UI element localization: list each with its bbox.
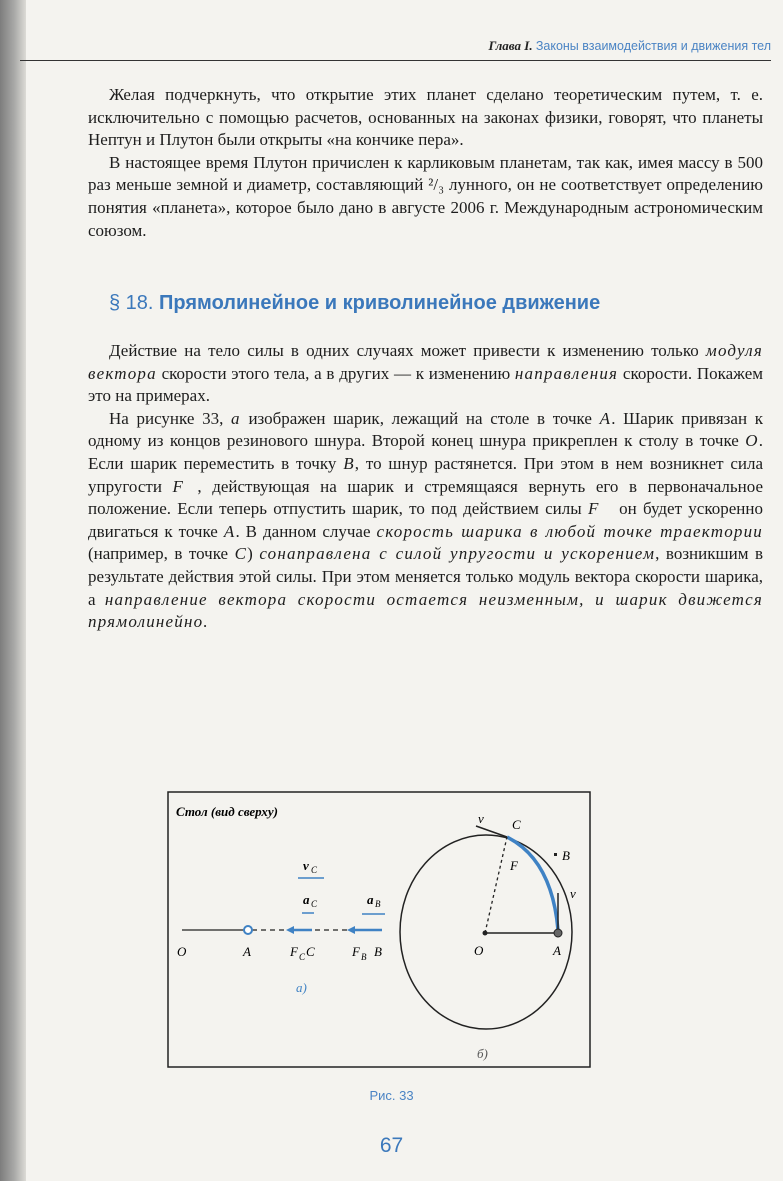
accel-C-label: a: [303, 892, 310, 907]
center-point-O: [483, 931, 488, 936]
text-run: скорости этого тела, а в других — к изменению: [156, 363, 515, 383]
section-title: Прямолинейное и криволинейное движение: [159, 292, 601, 314]
text-run: . Шарик привязан к одному из концов резинового шнура. Второй конец шнура прикреплен к столу в точке: [88, 408, 763, 451]
point-B-label: B: [374, 944, 382, 959]
text-run: . В данном случае: [235, 521, 377, 541]
force-C-label: F: [290, 944, 298, 959]
emphasis-text: F⃗: [172, 476, 198, 496]
figure-part-a: [177, 858, 385, 995]
accel-B-subscript: B: [375, 899, 381, 909]
text-run: , действующая на шарик и стремящаяся вернуть его в первоначальное положение. Если теперь отпустить шарик, то под действием силы: [88, 476, 763, 519]
emphasis-text: направление вектора скорости остается неизменным, и шарик движется прямолинейно.: [88, 589, 764, 632]
emphasis-text: скорость шарика в любой точке траектории: [376, 521, 763, 541]
text-run: Желая подчеркнуть, что открытие этих планет сделано теоретическим путем, т. е. исключительно с помощью расчетов, основанных на законах физики, говорят, что планеты Нептун и Плутон были открыты «на кончике пера».: [88, 85, 763, 150]
velocity-right-label: v: [570, 886, 576, 901]
emphasis-text: C: [234, 544, 248, 564]
emphasis-text: модуля вектора: [88, 341, 763, 383]
velocity-top-label: v: [478, 811, 484, 826]
figure-caption: Рис. 33: [369, 1088, 414, 1103]
emphasis-text: O: [745, 431, 759, 451]
part-b-label: б): [477, 1046, 488, 1061]
emphasis-text: а: [231, 408, 241, 428]
emphasis-text: направления: [514, 363, 619, 383]
accel-C-subscript: C: [311, 899, 318, 909]
point-B-marker: [554, 853, 557, 856]
emphasis-text: A: [223, 521, 236, 541]
point-C-label: C: [512, 817, 521, 832]
figure-part-b: [400, 811, 576, 1061]
page-number: 67: [379, 1134, 404, 1157]
text-run: изображен шарик, лежащий на столе в точке: [240, 408, 600, 428]
emphasis-text: F⃗: [587, 499, 613, 519]
text-run: , возникшим в результате действия этой силы. При этом меняется только модуль вектора скорости шарика, а: [88, 544, 763, 609]
accel-B-label: a: [367, 892, 374, 907]
text-run: (например, в точке: [88, 544, 235, 564]
text-run: он будет ускоренно двигаться к точке: [88, 499, 763, 541]
force-B-arrowhead: [347, 926, 355, 934]
text-run: Действие на тело силы в одних случаях может привести к изменению только: [109, 341, 706, 360]
chapter-title: Законы взаимодействия и движения тел: [535, 39, 771, 53]
emphasis-text: B: [343, 453, 355, 473]
force-label: F: [510, 858, 518, 873]
chapter-number: Глава I.: [488, 38, 533, 53]
force-B-label: F: [352, 944, 360, 959]
point-A-label: A: [553, 943, 561, 958]
text-run: скорости. Покажем это на примерах.: [88, 363, 763, 406]
point-A-label: A: [243, 944, 251, 959]
table-top-view-label: Стол (вид сверху): [176, 804, 278, 819]
force-C-arrowhead: [286, 926, 294, 934]
velocity-C-subscript: C: [311, 865, 318, 875]
text-run: . Если шарик переместить в точку: [88, 431, 763, 473]
text-run: В настоящее время Плутон причислен к карликовым планетам, так как, имея массу в 500 раз меньше земной и диаметр, составляющий ²/₃ лунного, он не соответствует определению понятия «планета», которое было дано в августе 2006 г. Международным астрономическим союзом.: [88, 152, 763, 240]
text-run: На рисунке 33,: [109, 408, 232, 428]
ball-at-A: [244, 926, 252, 934]
emphasis-text: сонаправлена с силой упругости и ускорением: [259, 544, 656, 564]
velocity-C-label: v: [303, 858, 309, 873]
part-a-label: а): [296, 980, 307, 995]
force-B-subscript: B: [361, 952, 367, 962]
force-C-subscript: C: [299, 952, 306, 962]
point-B-label: B: [562, 848, 570, 863]
point-C-label: C: [306, 944, 315, 959]
section-number: § 18.: [109, 292, 154, 314]
radius-OC: [485, 837, 507, 933]
point-O-label: O: [177, 944, 187, 959]
point-O-label: O: [474, 943, 484, 958]
text-run: ): [247, 544, 260, 564]
emphasis-text: A: [599, 408, 612, 428]
text-run: , то шнур растянется. При этом в нем возникнет сила упругости: [88, 453, 763, 496]
ball-at-A: [554, 929, 562, 937]
